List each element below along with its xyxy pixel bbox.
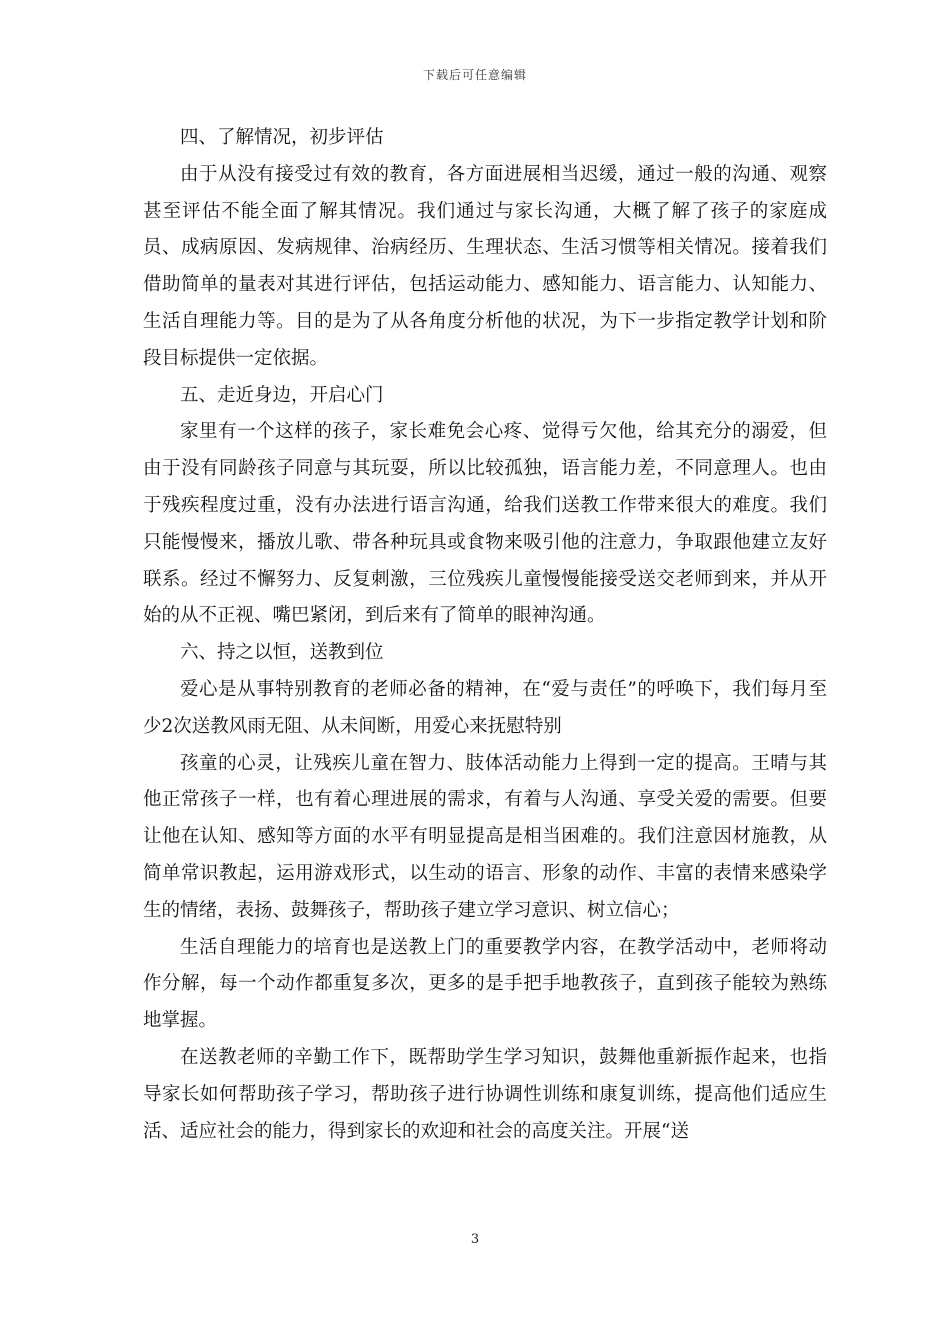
section-heading: 六、持之以恒，送教到位	[180, 642, 384, 664]
paragraph: 爱心是从事特别教育的老师必备的精神，在“爱与责任”的呼唤下，我们每月至少2次送教风雨无阻、从未间断，用爱心来抚慰特别	[143, 678, 827, 737]
paragraph: 家里有一个这样的孩子，家长难免会心疼、觉得亏欠他，给其充分的溺爱，但由于没有同龄孩子同意与其玩耍，所以比较孤独，语言能力差，不同意理人。也由于残疾程度过重，没有办法进行语言沟通，给我们送教工作带来很大的难度。我们只能慢慢来，播放儿歌、带各种玩具或食物来吸引他的注意力，争取跟他建立友好联系。经过不懈努力、反复刺激，三位残疾儿童慢慢能接受送交老师到来，并从开始的从不正视、嘴巴紧闭，到后来有了简单的眼神沟通。	[143, 421, 827, 627]
paragraph: 生活自理能力的培育也是送教上门的重要教学内容，在教学活动中，老师将动作分解，每一个动作都重复多次，更多的是手把手地教孩子，直到孩子能较为熟练地掌握。	[143, 936, 827, 1032]
section-heading: 五、走近身边，开启心门	[180, 384, 384, 406]
page-number: 3	[470, 1232, 480, 1247]
section-heading: 四、了解情况，初步评估	[180, 127, 384, 148]
page-header-note: 下载后可任意编辑	[422, 68, 527, 82]
paragraph: 由于从没有接受过有效的教育，各方面进展相当迟缓，通过一般的沟通、观察甚至评估不能全面了解其情况。我们通过与家长沟通，大概了解了孩子的家庭成员、成病原因、发病规律、治病经历、生理状态、生活习惯等相关情况。接着我们借助简单的量表对其进行评估，包括运动能力、感知能力、语言能力、认知能力、生活自理能力等。目的是为了从各角度分析他的状况，为下一步指定教学计划和阶段目标提供一定依据。	[143, 163, 827, 369]
paragraph: 在送教老师的辛勤工作下，既帮助学生学习知识，鼓舞他重新振作起来，也指导家长如何帮助孩子学习，帮助孩子进行协调性训练和康复训练，提高他们适应生活、适应社会的能力，得到家长的欢迎和社会的高度关注。开展“送	[143, 1046, 827, 1142]
document-body	[143, 120, 827, 1150]
paragraph: 孩童的心灵，让残疾儿童在智力、肢体活动能力上得到一定的提高。王晴与其他正常孩子一样，也有着心理进展的需求，有着与人沟通、享受关爱的需要。但要让他在认知、感知等方面的水平有明显提高是相当困难的。我们注意因材施教，从简单常识教起，运用游戏形式，以生动的语言、形象的动作、丰富的表情来感染学生的情绪，表扬、鼓舞孩子，帮助孩子建立学习意识、树立信心；	[143, 752, 827, 921]
